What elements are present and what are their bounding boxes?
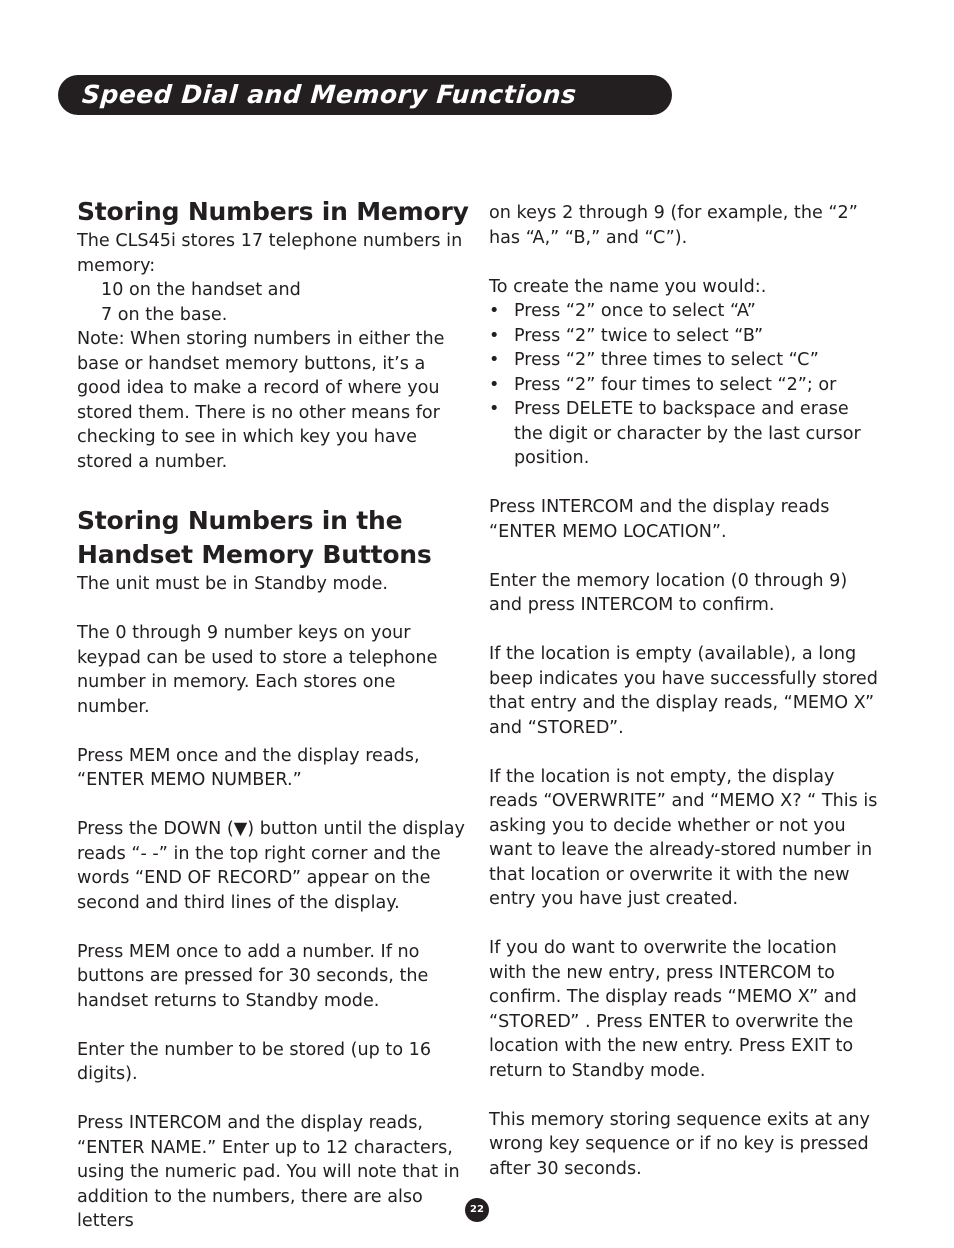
paragraph-create-name: To create the name you would:. [489,276,767,297]
bullet-icon: • [489,374,500,395]
page-number-badge: 22 [465,1198,489,1222]
paragraph-standby-mode: The unit must be in Standby mode. [77,574,388,594]
bullet-icon: • [489,325,500,346]
list-item: • Press “2” four times to select “2”; or [489,373,879,398]
list-item: • Press “2” three times to select “C” [489,348,879,373]
paragraph-intro: The CLS45i stores 17 telephone numbers in memory: [77,231,463,276]
paragraph-enter-number: Enter the number to be stored (up to 16 digits). [77,1039,432,1084]
paragraph-enter-name: Press INTERCOM and the display reads, “ENTER NAME.” Enter up to 12 characters, using the numeric pad. You will note that in addition to the numbers, there are also letters [77,1113,460,1231]
paragraph-note: Note: When storing numbers in either the base or handset memory buttons, it’s a good idea to make a record of where you stored them. There is no other means for checking to see in which key you have stored a number. [77,329,445,472]
bullet-icon: • [489,350,500,370]
left-column [77,195,469,1234]
line-base-count: 7 on the base. [101,304,228,325]
section-header-banner [58,75,672,115]
paragraph-memo-location: Press INTERCOM and the display reads “ENTER MEMO LOCATION”. [489,497,830,542]
bullet-icon: • [489,399,500,419]
paragraph-location-not-empty: If the location is not empty, the display reads “OVERWRITE” and “MEMO X? “ This is asking you to decide whether or not you want to leave the already-stored number in that location or overwrite it with the new entry you have just created. [489,766,878,909]
paragraph-location-empty: If the location is empty (available), a long beep indicates you have successfully stored that entry and the display reads, “MEMO X” and “STORED”. [489,644,878,738]
list-item: • Press “2” twice to select “B” [489,324,879,349]
paragraph-overwrite: If you do want to overwrite the location with the new entry, press INTERCOM to confirm. The display reads “MEMO X” and “STORED” . Press ENTER to overwrite the location with the new entry. Press EXIT to return to Standby mode. [489,938,857,1081]
heading-storing-handset-memory-buttons: Storing Numbers in the Handset Memory Buttons [77,506,432,569]
bullet-icon: • [489,301,500,321]
paragraph-letters-on-keys: on keys 2 through 9 (for example, the “2” has “A,” “B,” and “C”). [489,203,858,248]
paragraph-sequence-exits: This memory storing sequence exits at any wrong key sequence or if no key is pressed after 30 seconds. [489,1109,870,1179]
line-handset-count: 10 on the handset and [101,280,301,300]
list-item: • Press DELETE to backspace and erase the digit or character by the last cursor position. [489,399,861,468]
paragraph-number-keys: The 0 through 9 number keys on your keypad can be used to store a telephone number in memory. Each stores one number. [77,623,438,717]
bullet-list [489,299,879,471]
right-column [489,201,879,1181]
paragraph-enter-location: Enter the memory location (0 through 9) and press INTERCOM to confirm. [489,570,848,615]
paragraph-press-mem: Press MEM once and the display reads, “ENTER MEMO NUMBER.” [77,745,420,790]
section-header-title: Speed Dial and Memory Functions [81,80,578,109]
paragraph-add-number: Press MEM once to add a number. If no buttons are pressed for 30 seconds, the handset returns to Standby mode. [77,941,429,1011]
heading-storing-numbers-in-memory: Storing Numbers in Memory [77,197,469,226]
list-item: • Press “2” once to select “A” [489,299,879,324]
paragraph-press-down: Press the DOWN (▼) button until the display reads “- -” in the top right corner and the words “END OF RECORD” appear on the second and third lines of the display. [77,819,465,913]
